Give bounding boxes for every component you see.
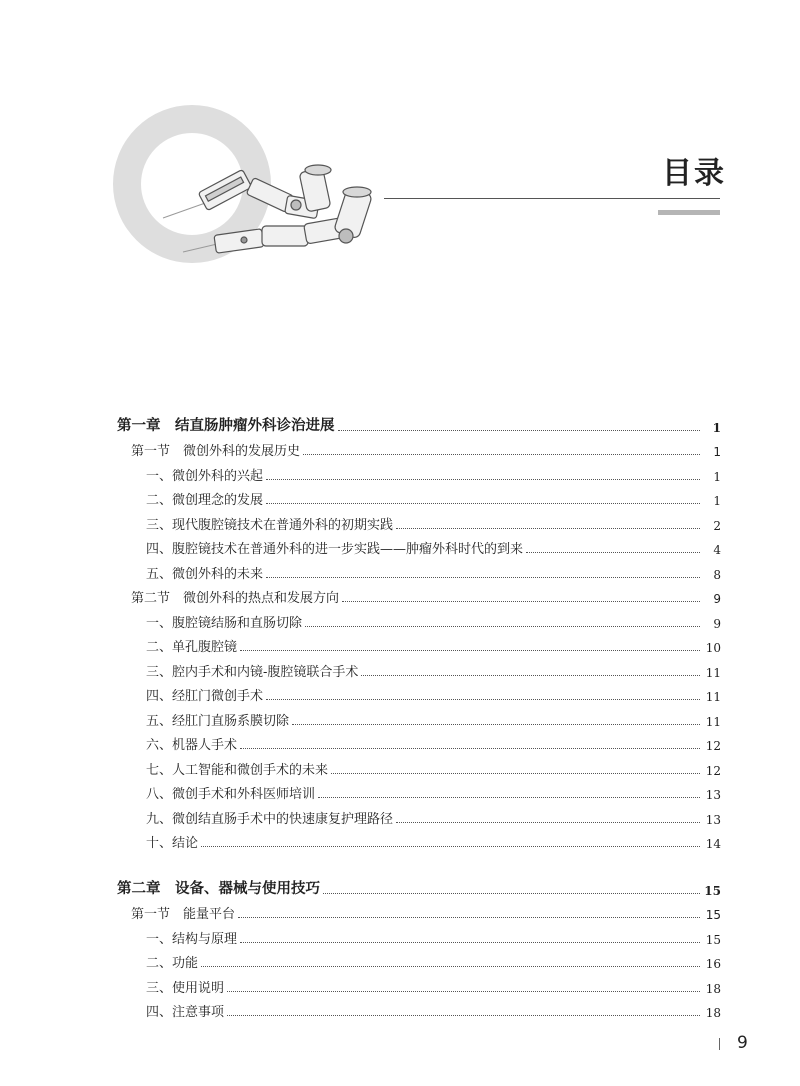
leader-dots (323, 893, 700, 894)
toc-chapter[interactable] (117, 410, 721, 435)
page-ref: 9 (713, 616, 721, 631)
page-ref: 16 (705, 957, 721, 971)
toc-section[interactable] (117, 898, 721, 923)
leader-dots (338, 430, 701, 431)
chapter-spacer (117, 851, 721, 873)
item-title: 八、微创手术和外科医师培训 (146, 787, 316, 802)
item-title: 一、结构与原理 (146, 931, 238, 947)
page-ref: 1 (712, 420, 721, 435)
toc-item[interactable] (117, 996, 721, 1021)
item-title: 四、经肛门微创手术 (146, 689, 264, 704)
toc-item[interactable] (117, 508, 721, 533)
toc-item[interactable] (117, 922, 721, 947)
page-ref: 11 (705, 690, 721, 704)
leader-dots (238, 917, 700, 918)
section-title: 第二节 微创外科的热点和发展方向 (131, 591, 340, 606)
page-ref: 11 (705, 714, 721, 729)
page-ref: 2 (713, 518, 721, 533)
item-title: 三、腔内手术和内镜-腹腔镜联合手术 (146, 664, 359, 680)
leader-dots (240, 942, 700, 943)
item-title: 四、注意事项 (146, 1005, 225, 1020)
leader-dots (342, 601, 700, 602)
item-title: 三、使用说明 (146, 980, 225, 996)
leader-dots (227, 991, 700, 992)
item-title: 二、功能 (146, 956, 199, 971)
page-ref: 14 (705, 837, 721, 851)
section-title: 第一节 微创外科的发展历史 (131, 444, 301, 459)
page-ref: 1 (713, 445, 721, 459)
item-title: 三、现代腹腔镜技术在普通外科的初期实践 (146, 517, 394, 533)
page-ref: 13 (705, 812, 721, 827)
toc-item[interactable] (117, 971, 721, 996)
table-of-contents (117, 410, 721, 1020)
item-title: 二、微创理念的发展 (146, 493, 264, 508)
page-ref: 15 (704, 883, 721, 898)
toc-item[interactable] (117, 802, 721, 827)
item-title: 五、经肛门直肠系膜切除 (146, 713, 290, 729)
robotic-arm-illustration (0, 0, 420, 300)
leader-dots (240, 748, 700, 749)
page-ref: 12 (705, 739, 721, 753)
leader-dots (396, 528, 700, 529)
toc-section[interactable] (117, 582, 721, 607)
toc-item[interactable] (117, 729, 721, 754)
leader-dots (266, 479, 700, 480)
chapter-title: 第二章 设备、器械与使用技巧 (117, 879, 320, 897)
title-divider (384, 198, 720, 199)
page-ref: 1 (713, 494, 721, 508)
item-title: 四、腹腔镜技术在普通外科的进一步实践——肿瘤外科时代的到来 (146, 542, 524, 557)
toc-section[interactable] (117, 435, 721, 460)
toc-item[interactable] (117, 827, 721, 852)
page-ref: 9 (713, 592, 721, 606)
leader-dots (526, 552, 700, 553)
toc-item[interactable] (117, 680, 721, 705)
item-title: 六、机器人手术 (146, 738, 238, 753)
item-title: 一、微创外科的兴起 (146, 468, 264, 484)
toc-item[interactable] (117, 459, 721, 484)
section-title: 第一节 能量平台 (131, 907, 236, 922)
leader-dots (201, 966, 700, 967)
item-title: 七、人工智能和微创手术的未来 (146, 762, 329, 778)
page-title: 目录 (662, 156, 726, 191)
leader-dots (396, 822, 700, 823)
toc-item[interactable] (117, 753, 721, 778)
page-ref: 11 (705, 665, 721, 680)
page-ref: 12 (705, 763, 721, 778)
item-title: 五、微创外科的未来 (146, 566, 264, 582)
toc-item[interactable] (117, 484, 721, 509)
toc-chapter[interactable] (117, 873, 721, 898)
title-accent-bar (658, 210, 720, 215)
leader-dots (240, 650, 700, 651)
leader-dots (305, 626, 700, 627)
leader-dots (266, 503, 700, 504)
item-title: 二、单孔腹腔镜 (146, 640, 238, 655)
page-ref: 18 (705, 1006, 721, 1020)
leader-dots (303, 454, 700, 455)
item-title: 九、微创结直肠手术中的快速康复护理路径 (146, 811, 394, 827)
toc-item[interactable] (117, 557, 721, 582)
leader-dots (201, 846, 700, 847)
page-ref: 4 (713, 543, 721, 557)
item-title: 一、腹腔镜结肠和直肠切除 (146, 615, 303, 631)
leader-dots (292, 724, 700, 725)
leader-dots (266, 699, 700, 700)
page-ref: 8 (713, 567, 721, 582)
chapter-title: 第一章 结直肠肿瘤外科诊治进展 (117, 416, 335, 434)
toc-item[interactable] (117, 947, 721, 972)
toc-item[interactable] (117, 631, 721, 656)
leader-dots (266, 577, 700, 578)
leader-dots (361, 675, 700, 676)
leader-dots (227, 1015, 700, 1016)
footer-divider (719, 1038, 720, 1050)
toc-item[interactable] (117, 606, 721, 631)
page-ref: 15 (705, 908, 721, 922)
page-ref: 13 (705, 788, 721, 802)
page-number: 9 (737, 1033, 748, 1053)
page-ref: 10 (705, 641, 721, 655)
toc-item[interactable] (117, 533, 721, 558)
leader-dots (331, 773, 700, 774)
page-ref: 18 (705, 981, 721, 996)
page-ref: 1 (713, 469, 721, 484)
toc-item[interactable] (117, 655, 721, 680)
item-title: 十、结论 (146, 836, 199, 851)
toc-item[interactable] (117, 778, 721, 803)
toc-item[interactable] (117, 704, 721, 729)
page-ref: 15 (705, 932, 721, 947)
leader-dots (318, 797, 700, 798)
